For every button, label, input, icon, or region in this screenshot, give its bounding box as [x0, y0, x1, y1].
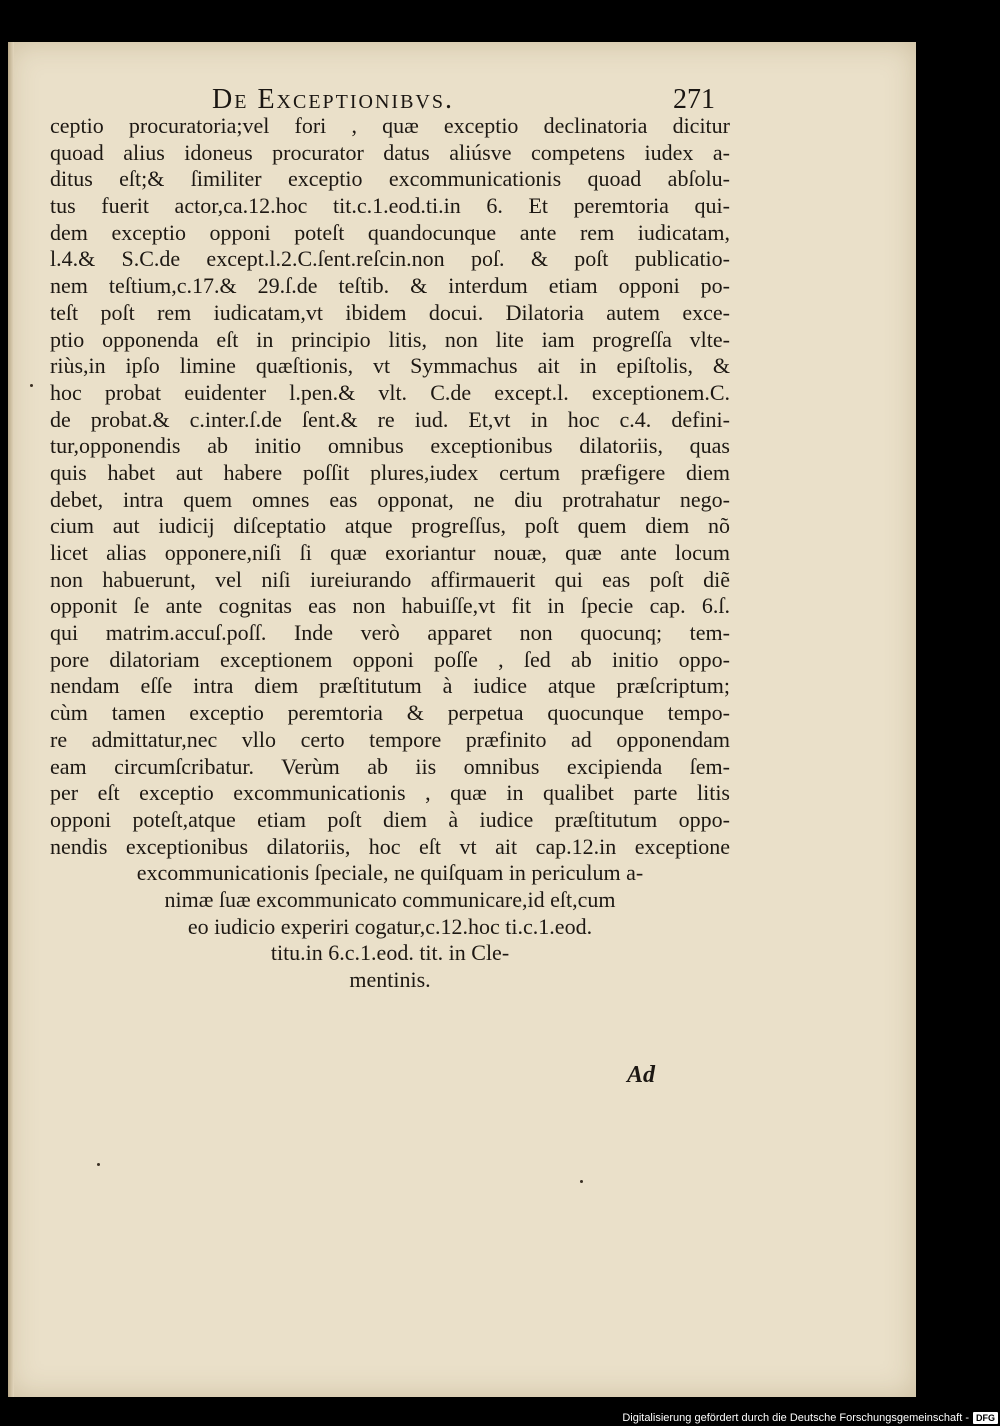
taper-line: nimæ ſuæ excommunicato communicare,id eſt,cum	[164, 886, 616, 912]
text-line: teſt poſt rem iudicatam,vt ibidem docui. Dilatoria autem exce-	[50, 299, 730, 325]
text-line: de probat.& c.inter.ſ.de ſent.& re iud. Et,vt in hoc c.4. defini-	[50, 406, 730, 432]
text-line: opponit ſe ante cognitas eas non habuiſſe,vt fit in ſpecie cap. 6.ſ.	[50, 593, 730, 619]
page-number: 271	[673, 84, 715, 115]
text-line: quoad alius idoneus procurator datus aliúsve competens iudex a-	[50, 139, 730, 165]
text-line: riùs,in ipſo limine quæſtionis, vt Symmachus ait in epiſtolis, &	[50, 353, 730, 379]
page-gutter-shadow	[8, 42, 14, 1397]
text-line: eam circumſcribatur. Verùm ab iis omnibus excipienda ſem-	[50, 753, 730, 779]
taper-line: excommunicationis ſpeciale, ne quiſquam in periculum a-	[136, 860, 644, 886]
text-line: opponi poteſt,atque etiam poſt diem à iudice præſtitutum oppo-	[50, 806, 730, 832]
text-line: licet alias opponere,niſi ſi quæ exoriantur nouæ, quæ ante locum	[50, 540, 730, 565]
catchword: Ad	[627, 1062, 656, 1088]
text-line: tus fuerit actor,ca.12.hoc tit.c.1.eod.ti.in 6. Et peremtoria qui-	[50, 193, 730, 219]
digitization-footer	[600, 1409, 1000, 1426]
text-line: l.4.& S.C.de except.l.2.C.ſent.reſcin.non poſ. & poſt publicatio-	[50, 246, 730, 272]
taper-line: titu.in 6.c.1.eod. tit. in Cle-	[270, 940, 510, 966]
text-line: dem exceptio opponi poteſt quandocunque ante rem iudicatam,	[50, 219, 730, 245]
taper-line: mentinis.	[349, 967, 431, 992]
text-line: hoc probat euidenter l.pen.& vlt. C.de except.l. exceptionem.C.	[50, 379, 730, 405]
text-line: nendam eſſe intra diem præſtitutum à iudice atque præſcriptum;	[50, 673, 730, 699]
text-line: ditus eſt;& ſimiliter exceptio excommunicationis quoad abſolu-	[50, 166, 730, 192]
text-line: non habuerunt, vel niſi iureiurando affirmauerit qui eas poſt diẽ	[50, 566, 730, 592]
text-line: tur,opponendis ab initio omnibus exceptionibus dilatoriis, quas	[50, 433, 730, 459]
text-line: ceptio procuratoria;vel fori , quæ exceptio declinatoria dicitur	[50, 113, 730, 138]
text-line: qui matrim.accuſ.poſſ. Inde verò apparet non quocunq; tem-	[50, 620, 730, 646]
text-line: quis habet aut habere poſſit plures,iudex certum præfigere diem	[50, 459, 730, 485]
text-line: cium aut iudicij diſceptatio atque progreſſus, poſt quem diem nõ	[50, 513, 730, 539]
dfg-logo: DFG	[973, 1412, 998, 1424]
taper-line: eo iudicio experiri cogatur,c.12.hoc ti.c.1.eod.	[187, 913, 593, 939]
text-line: debet, intra quem omnes eas opponat, ne diu protrahatur nego-	[50, 486, 730, 512]
main-text-block	[50, 113, 730, 994]
paper-speck	[580, 1180, 583, 1183]
text-line: ptio opponenda eſt in principio litis, non lite iam progreſſa vlte-	[50, 326, 730, 352]
text-line: cùm tamen exceptio peremtoria & perpetua quocunque tempo-	[50, 700, 730, 726]
paper-speck	[30, 384, 33, 387]
digitization-credit: Digitalisierung gefördert durch die Deutsche Forschungsgemeinschaft -	[622, 1411, 969, 1424]
text-line: per eſt exceptio excommunicationis , quæ in qualibet parte litis	[50, 780, 730, 806]
text-line: nendis exceptionibus dilatoriis, hoc eſt vt ait cap.12.in exceptione	[50, 833, 730, 859]
running-title: De Exceptionibvs.	[212, 84, 454, 115]
text-line: re admittatur,nec vllo certo tempore præfinito ad opponendam	[50, 726, 730, 752]
text-line: pore dilatoriam exceptionem opponi poſſe , ſed ab initio oppo-	[50, 646, 730, 672]
text-line: nem teſtium,c.17.& 29.ſ.de teſtib. & interdum etiam opponi po-	[50, 273, 730, 299]
paper-speck	[97, 1163, 100, 1166]
